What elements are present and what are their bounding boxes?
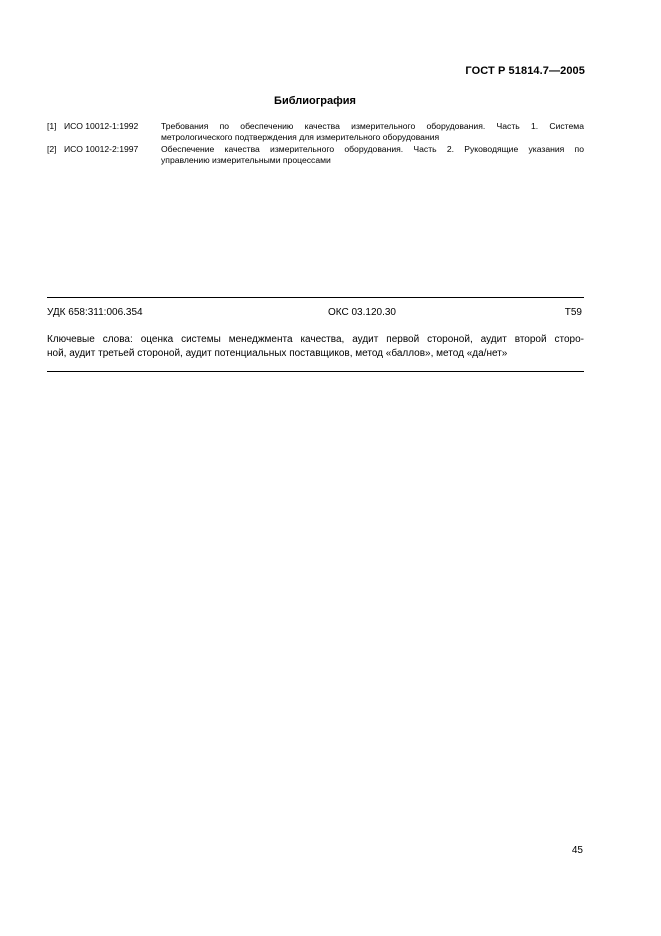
reference-document: ИСО 10012-1:1992 xyxy=(64,121,139,131)
reference-number: [1] xyxy=(47,121,57,131)
reference-number: [2] xyxy=(47,144,57,154)
group-code: Т59 xyxy=(564,307,582,318)
bibliography-list xyxy=(47,121,584,167)
oks-code: ОКС 03.120.30 xyxy=(328,307,396,318)
reference-document: ИСО 10012-2:1997 xyxy=(64,144,139,154)
keywords-line1: Ключевые слова: оценка системы менеджмента качества, аудит первой стороной, аудит второй сторо- xyxy=(47,334,584,345)
reference-text-line1: Обеспечение качества измерительного оборудования. Часть 2. Руководящие указания по xyxy=(161,144,584,154)
bibliography-entry xyxy=(47,121,584,143)
standard-code: ГОСТ Р 51814.7—2005 xyxy=(465,65,585,77)
page-number: 45 xyxy=(571,845,583,856)
bibliography-entry xyxy=(47,144,584,166)
udk-code: УДК 658:311:006.354 xyxy=(47,307,143,318)
top-divider xyxy=(47,297,584,298)
bottom-divider xyxy=(47,371,584,372)
bibliography-title: Библиография xyxy=(274,95,356,107)
reference-text-line2: управлению измерительными процессами xyxy=(161,155,331,165)
keywords-block xyxy=(47,333,584,361)
reference-text-line2: метрологического подтверждения для измерительного оборудования xyxy=(161,132,440,142)
keywords-line2: ной, аудит третьей стороной, аудит потенциальных поставщиков, метод «баллов», метод «да/нет» xyxy=(47,348,508,359)
reference-text-line1: Требования по обеспечению качества измерительного оборудования. Часть 1. Система xyxy=(161,121,584,131)
